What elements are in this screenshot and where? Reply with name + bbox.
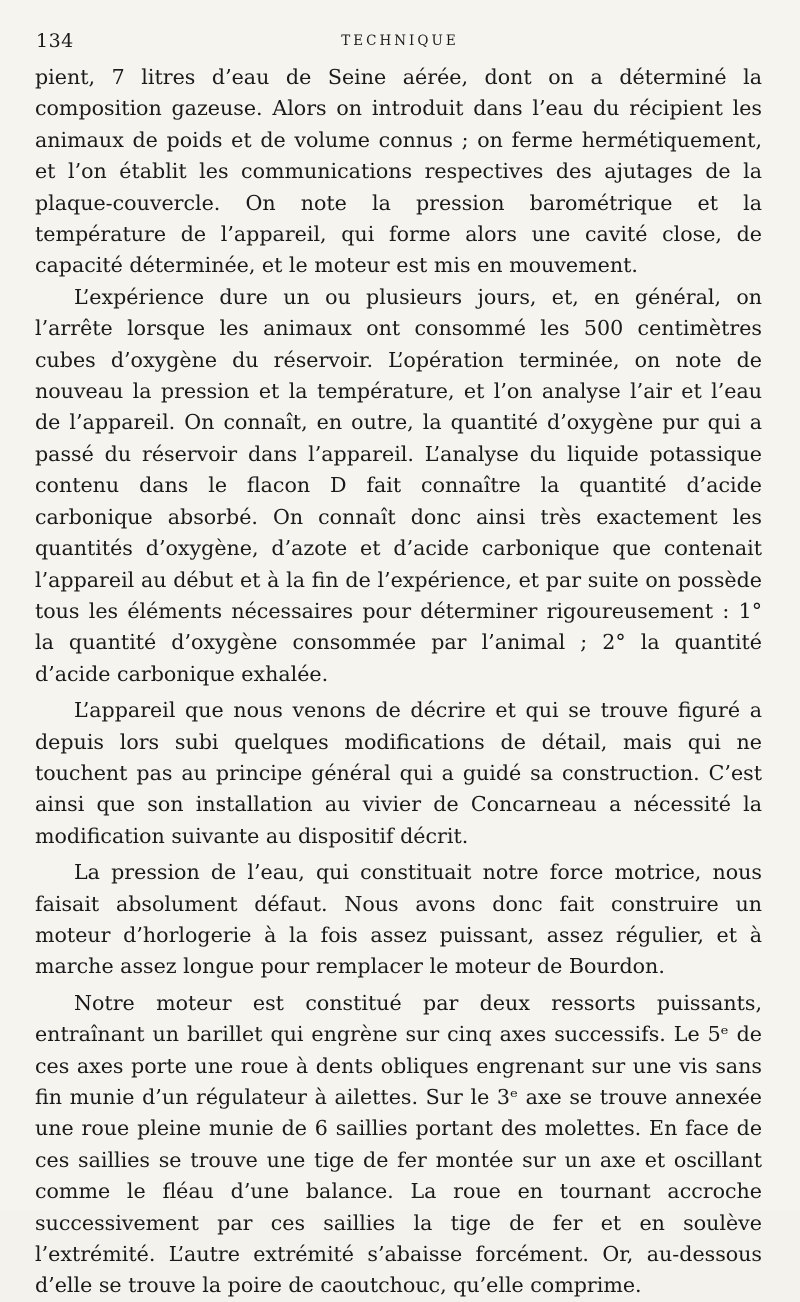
paragraph-experience: L’expérience dure un ou plusieurs jours, et, en général, on l’arrête lorsque les animaux ont consommé les 500 centimètres cubes d’oxygène du réservoir. L’opération terminée, on note de nouveau la pression et la température, et l’on analyse l’air et l’eau de l’appareil. On connaît, en outre, la quantité d’oxygène pur qui a passé du réservoir dans l’appareil. L’analyse du liquide potassique contenu dans le flacon D fait connaître la quantité d’acide carbonique absorbé. On connaît donc ainsi très exactement les quantités d’oxygène, d’azote et d’acide carbonique que contenait l’appareil au début et à la fin de l’expérience, et par suite on possède tous les éléments nécessaires pour déterminer rigoureusement : 1° la quantité d’oxygène consommée par l’animal ; 2° la quantité d’acide carbonique exhalée.	[35, 284, 762, 686]
paragraph-apparatus: L’appareil que nous venons de décrire et qui se trouve figuré a depuis lors subi quelques modifications de détail, mais qui ne touchent pas au principe général qui a guidé sa construction. C’est ainsi que son installation au vivier de Concarneau a nécessité la modification suivante au dispositif décrit.	[35, 698, 762, 848]
paragraph-continuation: pient, 7 litres d’eau de Seine aérée, dont on a déterminé la composition gazeuse. Alors on introduit dans l’eau du récipient les animaux de poids et de volume connus ; on ferme hermétiquement, et l’on établit les communications respectives des ajutages de la plaque-couvercle. On note la pression barométrique et la température de l’appareil, qui forme alors une cavité close, de capacité déterminée, et le moteur est mis en mouvement.	[35, 65, 762, 278]
paragraph-water-pressure: La pression de l’eau, qui constituait notre force motrice, nous faisait absolument défaut. Nous avons donc fait construire un moteur d’horlogerie à la fois assez puissant, assez régulier, et à marche assez longue pour remplacer le moteur de Bourdon.	[35, 860, 762, 979]
body-text	[35, 62, 762, 1302]
running-header	[36, 30, 764, 54]
paragraph-motor: Notre moteur est constitué par deux ressorts puissants, entraînant un barillet qui engrène sur cinq axes successifs. Le 5ᵉ de ces axes porte une roue à dents obliques engrenant sur une vis sans fin munie d’un régulateur à ailettes. Sur le 3ᵉ axe se trouve annexée une roue pleine munie de 6 saillies portant des molettes. En face de ces saillies se trouve une tige de fer montée sur un axe et oscillant comme le fléau d’une balance. La roue en tournant accroche successivement par ces saillies la tige de fer et en soulève l’extrémité. L’autre extrémité s’abaisse forcément. Or, au-dessous d’elle se trouve la poire de caoutchouc, qu’elle comprime.	[35, 990, 762, 1298]
page-number: 134	[36, 30, 74, 52]
section-title: TECHNIQUE	[341, 33, 459, 49]
